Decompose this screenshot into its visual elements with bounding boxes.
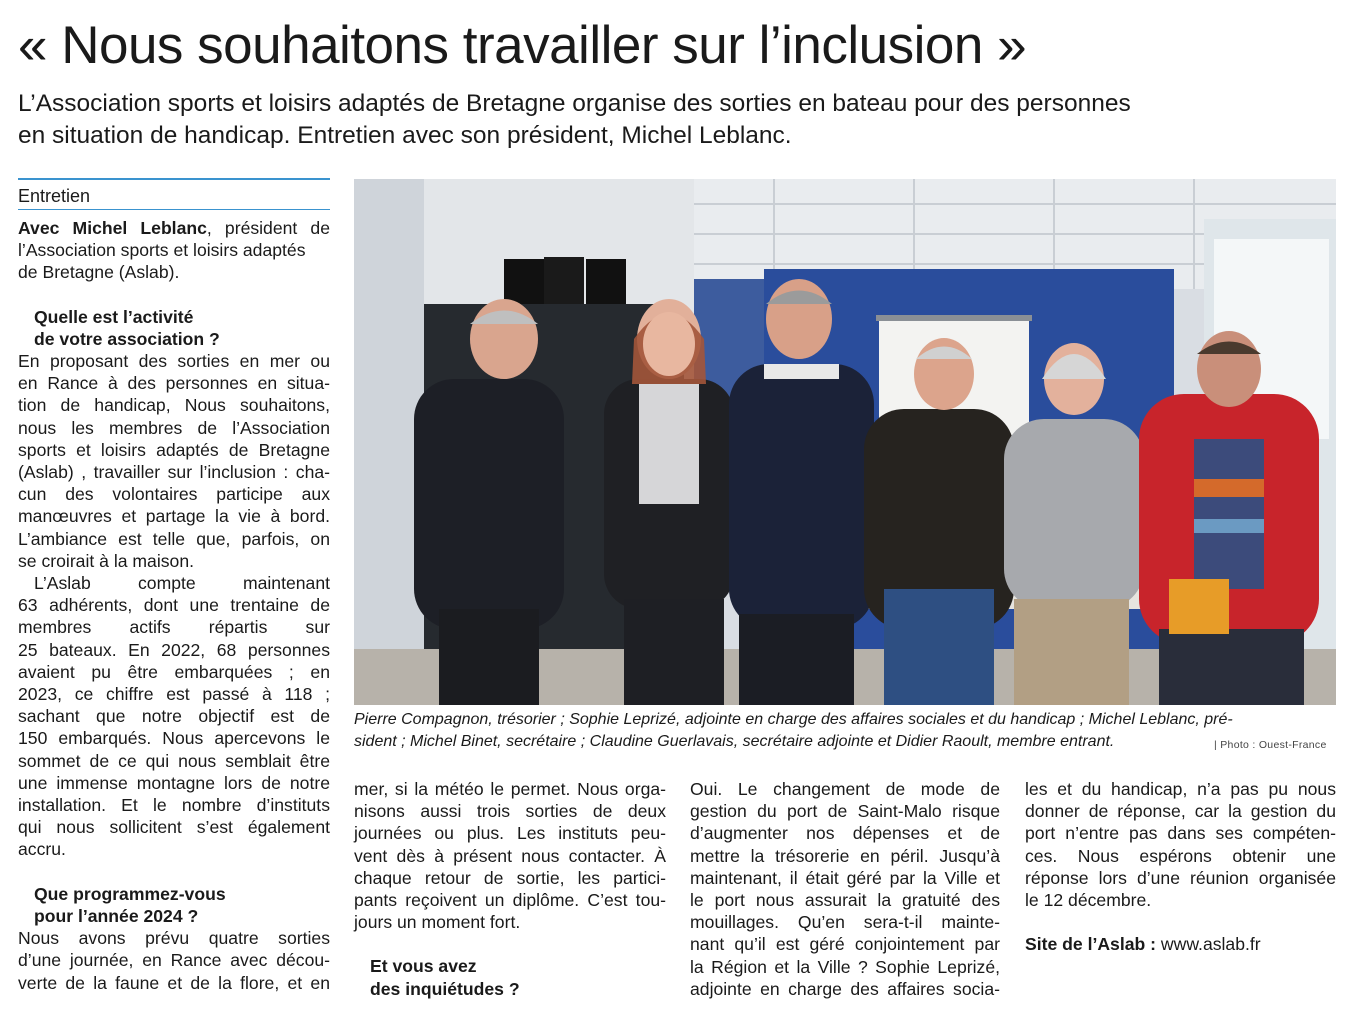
- column-2: [354, 778, 666, 1000]
- intro-line: de Bretagne (Aslab).: [18, 262, 180, 283]
- headline: « Nous souhaitons travailler sur l’inclusion »: [18, 16, 1027, 75]
- answer-line: vent dès à présent nous contacter. À: [354, 845, 666, 866]
- question-2: Que programmez-vous: [34, 883, 226, 904]
- answer-line: sports et loisirs adaptés de Bretagne: [18, 439, 330, 460]
- question-3: Et vous avez: [370, 956, 477, 977]
- intro-text: , président de: [206, 218, 330, 238]
- answer-line: se croirait à la maison.: [18, 550, 195, 571]
- intro-line: l’Association sports et loisirs adaptés: [18, 240, 306, 261]
- answer-line: ces. Nous espérons obtenir une: [1025, 845, 1336, 866]
- intro-line: [18, 217, 330, 239]
- group-photo: [354, 179, 1336, 705]
- answer-line: Nous avons prévu quatre sorties: [18, 928, 330, 949]
- answer-line: journées ou plus. Les instituts peu-: [354, 823, 666, 844]
- caption-line: sident ; Michel Binet, secrétaire ; Claudine Guerlavais, secrétaire adjointe et Didier Raoult, membre entrant.: [354, 733, 1115, 750]
- answer-line: cun des volontaires participe aux: [18, 484, 330, 505]
- question-1: Quelle est l’activité: [34, 306, 194, 327]
- answer-line: verte de la faune et de la flore, et en: [18, 972, 330, 993]
- answer-line: adjointe en charge des affaires socia-: [690, 978, 1000, 999]
- answer-line: nous les membres de l’Association: [18, 417, 330, 438]
- answer-line: mettre la trésorerie en péril. Jusqu’à: [690, 845, 1000, 866]
- caption-line: Pierre Compagnon, trésorier ; Sophie Leprizé, adjointe en charge des affaires sociales et du handicap ; Michel Leblanc, pré-: [354, 711, 1233, 728]
- answer-line: en Rance à des personnes en situa-: [18, 373, 330, 394]
- answer-line: réponse lors d’une réunion organisée: [1025, 867, 1336, 888]
- answer-line: mer, si la météo le permet. Nous orga-: [354, 779, 666, 799]
- photo-caption: [354, 709, 1336, 753]
- answer-line: la Région et la Ville ? Sophie Leprizé,: [690, 956, 1000, 977]
- rubric-top-rule: [18, 178, 330, 180]
- answer-line: d’augmenter nos dépenses et de: [690, 823, 1000, 844]
- answer-line: sommet de ce qui nous semblait être: [18, 750, 330, 771]
- answer-line: nant qu’il est géré conjointement par: [690, 934, 1000, 955]
- answer-line: pants reçoivent un diplôme. C’est tou-: [354, 890, 666, 911]
- website-link[interactable]: www.aslab.fr: [1160, 934, 1261, 955]
- column-1: [18, 217, 330, 994]
- answer-line: L’ambiance est telle que, parfois, on: [18, 528, 330, 549]
- answer-line: chaque retour de sortie, les partici-: [354, 867, 666, 888]
- answer-line: gestion du port de Saint-Malo risque: [690, 801, 1000, 822]
- answer-line: d’une journée, en Rance avec décou-: [18, 950, 330, 971]
- lead-line: en situation de handicap. Entretien avec son président, Michel Leblanc.: [18, 122, 792, 149]
- answer-line: sachant que notre objectif est de: [18, 706, 330, 727]
- lead-line: L’Association sports et loisirs adaptés de Bretagne organise des sorties en bateau pour des personnes: [18, 90, 1131, 117]
- answer-line: avaient pu être embarquées ; en: [18, 661, 330, 682]
- answer-line: 63 adhérents, dont une trentaine de: [18, 595, 330, 616]
- answer-line: le port nous assurait la gratuité des: [690, 890, 1000, 911]
- answer-line: 150 embarqués. Nous apercevons le: [18, 728, 330, 749]
- rubric-label: Entretien: [18, 186, 91, 206]
- answer-line: tion de handicap, Nous souhaitons,: [18, 395, 330, 416]
- answer-line: maintenant, il était géré par la Ville et: [690, 867, 1000, 888]
- answer-line: manœuvres et partage la vie à bord.: [18, 506, 330, 527]
- answer-line: (Aslab) , travailler sur l’inclusion : cha-: [18, 462, 330, 483]
- lead-paragraph: [18, 88, 1198, 152]
- website-line: [1025, 933, 1336, 955]
- answer-line: qui nous sollicitent s’est également: [18, 817, 330, 838]
- answer-line: port n’entre pas dans ses compéten-: [1025, 823, 1336, 844]
- answer-line: donner de réponse, car la gestion du: [1025, 801, 1336, 822]
- column-4: [1025, 778, 1336, 955]
- answer-line: une immense montagne lors de notre: [18, 772, 330, 793]
- interviewee-name: Avec Michel Leblanc: [18, 218, 207, 238]
- answer-line: En proposant des sorties en mer ou: [18, 351, 330, 372]
- website-label: Site de l’Aslab :: [1025, 934, 1157, 955]
- answer-line: membres actifs répartis sur: [18, 617, 330, 638]
- rubric-bottom-rule: [18, 209, 330, 210]
- answer-line: nisons aussi trois sorties de deux: [354, 801, 666, 822]
- answer-line: accru.: [18, 839, 66, 860]
- answer-line: le 12 décembre.: [1025, 890, 1152, 911]
- answer-line: les et du handicap, n’a pas pu nous: [1025, 779, 1336, 799]
- question-1: de votre association ?: [34, 328, 220, 349]
- answer-line: L’Aslab compte maintenant: [34, 573, 330, 594]
- question-3: des inquiétudes ?: [370, 978, 520, 999]
- answer-line: 25 bateaux. En 2022, 68 personnes: [18, 639, 330, 660]
- group-photo-illustration: [354, 179, 1336, 705]
- question-2: pour l’année 2024 ?: [34, 905, 199, 926]
- answer-line: 2023, ce chiffre est passé à 118 ;: [18, 684, 330, 705]
- column-3: [690, 778, 1000, 1000]
- answer-line: mouillages. Qu’en sera-t-il mainte-: [690, 912, 1000, 933]
- answer-line: jours un moment fort.: [354, 912, 521, 933]
- photo-credit: | Photo : Ouest-France: [1214, 739, 1327, 751]
- answer-line: Oui. Le changement de mode de: [690, 779, 1000, 799]
- answer-line: installation. Et le nombre d’instituts: [18, 795, 330, 816]
